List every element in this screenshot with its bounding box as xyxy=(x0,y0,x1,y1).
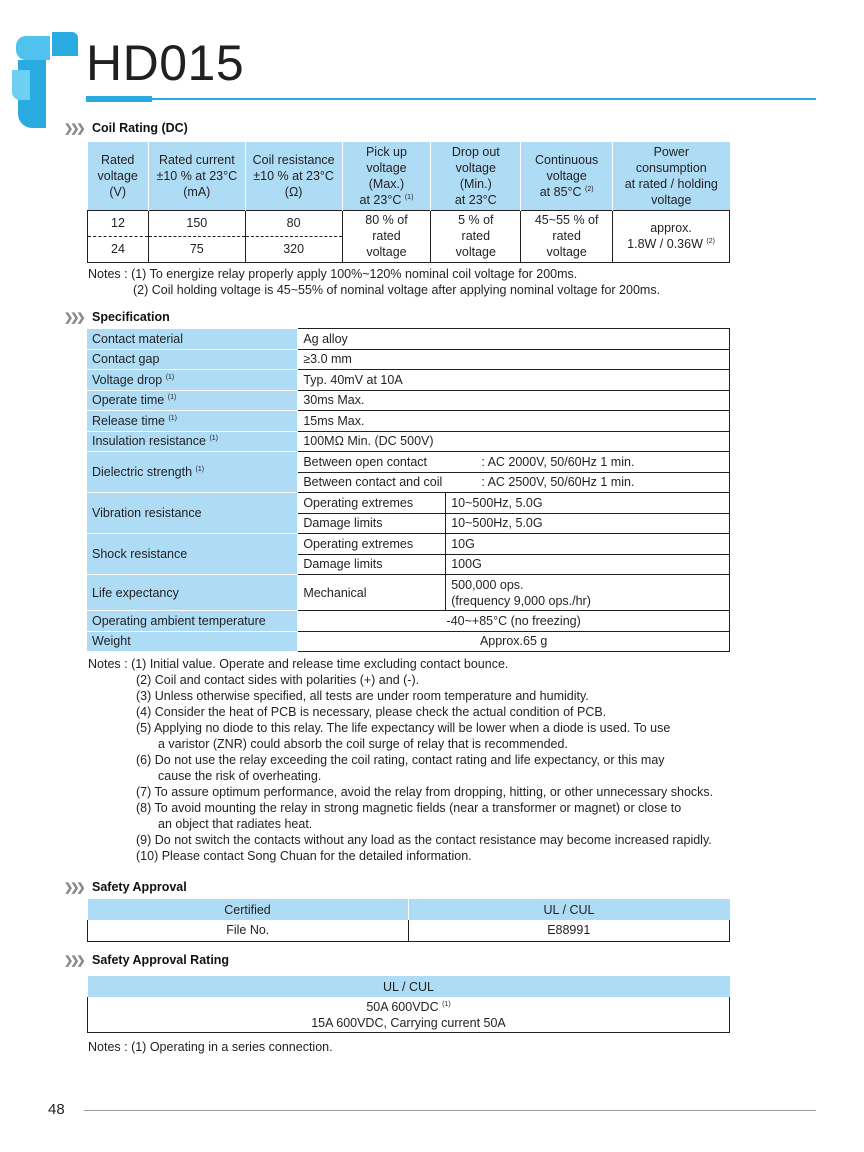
spec-sublabel: Operating extremes xyxy=(298,534,446,555)
cell-current: 150 xyxy=(148,210,245,236)
coil-section-label: Coil Rating (DC) xyxy=(92,121,188,135)
spec-note: cause the risk of overheating. xyxy=(158,769,322,783)
chevrons-icon: ❯❯❯ xyxy=(64,122,83,135)
spec-note: a varistor (ZNR) could absorb the coil surge of relay that is recommended. xyxy=(158,737,568,751)
cell-file-no-label: File No. xyxy=(88,920,409,941)
spec-label: Contact gap xyxy=(87,349,298,370)
coil-notes xyxy=(88,266,660,298)
spec-label: Shock resistance xyxy=(87,534,298,575)
title-underline-accent xyxy=(86,96,152,102)
spec-note: (7) To assure optimum performance, avoid the relay from dropping, hitting, or other unnecessary shocks. xyxy=(136,785,714,799)
header-coil-resistance: Coil resistance ±10 % at 23°C (Ω) xyxy=(245,142,342,210)
spec-sublabel: Damage limits xyxy=(298,513,446,534)
specification-table xyxy=(87,328,730,652)
spec-note: (4) Consider the heat of PCB is necessary, please check the actual condition of PCB. xyxy=(136,705,607,719)
header-pickup-voltage: Pick up voltage (Max.) at 23°C $^{(1)}$ xyxy=(342,142,431,210)
cell-file-no-value: E88991 xyxy=(408,920,730,941)
rating-row xyxy=(88,997,730,1033)
header-dropout-voltage: Drop out voltage (Min.) at 23°C xyxy=(431,142,521,210)
spec-value: 10~500Hz, 5.0G xyxy=(446,493,730,514)
spec-value: 10G xyxy=(446,534,730,555)
header-rated-voltage: Rated voltage (V) xyxy=(88,142,149,210)
coil-note-2: (2) Coil holding voltage is 45~55% of nominal voltage after applying nominal voltage for 200ms. xyxy=(133,283,661,297)
header-ul-cul: UL / CUL xyxy=(408,899,730,920)
coil-header-row xyxy=(88,142,730,210)
spec-label: Weight xyxy=(87,631,298,652)
spec-value: Between open contact : AC 2000V, 50/60Hz 1 min. xyxy=(298,452,730,473)
spec-sublabel: Mechanical xyxy=(298,575,446,611)
spec-note: (9) Do not switch the contacts without any load as the contact resistance may become increased rapidly. xyxy=(136,833,712,847)
cell-pickup: 80 % of rated voltage xyxy=(342,210,431,262)
spec-note: (8) To avoid mounting the relay in strong magnetic fields (near a transformer or magnet) or close to xyxy=(136,801,682,815)
cell-resistance: 80 xyxy=(245,210,342,236)
rating-header-row xyxy=(88,976,730,997)
spec-note: (10) Please contact Song Chuan for the detailed information. xyxy=(136,849,472,863)
spec-label: Release time $^{(1)}$ xyxy=(87,411,298,432)
cell-voltage: 24 xyxy=(88,236,149,262)
spec-value: -40~+85°C (no freezing) xyxy=(298,611,730,632)
rating-section-title xyxy=(64,953,229,967)
spec-section-title xyxy=(64,310,170,324)
spec-note: an object that radiates heat. xyxy=(158,817,313,831)
spec-row xyxy=(87,370,730,391)
cell-current: 75 xyxy=(148,236,245,262)
spec-label: Insulation resistance $^{(1)}$ xyxy=(87,431,298,452)
spec-note: (3) Unless otherwise specified, all tests are under room temperature and humidity. xyxy=(136,689,589,703)
header-rated-current: Rated current ±10 % at 23°C (mA) xyxy=(148,142,245,210)
spec-value: Ag alloy xyxy=(298,329,730,350)
spec-value: Between contact and coil : AC 2500V, 50/60Hz 1 min. xyxy=(298,472,730,493)
spec-row xyxy=(87,349,730,370)
spec-row xyxy=(87,611,730,632)
spec-row xyxy=(87,411,730,432)
cell-dropout: 5 % of rated voltage xyxy=(431,210,521,262)
spec-row xyxy=(87,431,730,452)
spec-row xyxy=(87,390,730,411)
chevrons-icon: ❯❯❯ xyxy=(64,954,83,967)
cell-power: approx. 1.8W / 0.36W $^{(2)}$ xyxy=(613,210,730,262)
spec-value: 30ms Max. xyxy=(298,390,730,411)
spec-note: (6) Do not use the relay exceeding the coil rating, contact rating and life expectancy, or this may xyxy=(136,753,665,767)
cell-continuous: 45~55 % of rated voltage xyxy=(521,210,613,262)
spec-note: (5) Applying no diode to this relay. The life expectancy will be lower when a diode is used. To use xyxy=(136,721,671,735)
spec-label: Voltage drop $^{(1)}$ xyxy=(87,370,298,391)
chevrons-icon: ❯❯❯ xyxy=(64,881,83,894)
coil-rating-table xyxy=(87,142,730,263)
spec-row xyxy=(87,329,730,350)
spec-value: Typ. 40mV at 10A xyxy=(298,370,730,391)
safety-row xyxy=(88,920,730,941)
brand-logo xyxy=(12,30,78,130)
header-power-consumption: Power consumption at rated / holding voltage xyxy=(613,142,730,210)
spec-row xyxy=(87,575,730,611)
page-number: 48 xyxy=(48,1101,65,1118)
header-certified: Certified xyxy=(88,899,409,920)
spec-label: Contact material xyxy=(87,329,298,350)
spec-label: Operate time $^{(1)}$ xyxy=(87,390,298,411)
spec-value: 15ms Max. xyxy=(298,411,730,432)
spec-value: 100MΩ Min. (DC 500V) xyxy=(298,431,730,452)
spec-sublabel: Operating extremes xyxy=(298,493,446,514)
chevrons-icon: ❯❯❯ xyxy=(64,311,83,324)
safety-header-row xyxy=(88,899,730,920)
cell-resistance: 320 xyxy=(245,236,342,262)
spec-row xyxy=(87,534,730,555)
spec-row xyxy=(87,493,730,514)
footer-rule xyxy=(84,1110,816,1111)
cell-voltage: 12 xyxy=(88,210,149,236)
spec-label: Operating ambient temperature xyxy=(87,611,298,632)
spec-note: Notes : (1) Initial value. Operate and release time excluding contact bounce. xyxy=(88,657,509,671)
spec-value: 500,000 ops. (frequency 9,000 ops./hr) xyxy=(446,575,730,611)
coil-section-title xyxy=(64,121,188,135)
spec-value: ≥3.0 mm xyxy=(298,349,730,370)
spec-value: Approx.65 g xyxy=(298,631,730,652)
coil-note-1: Notes : (1) To energize relay properly apply 100%~120% nominal coil voltage for 200ms. xyxy=(88,267,578,281)
rating-note: Notes : (1) Operating in a series connection. xyxy=(88,1040,333,1054)
spec-section-label: Specification xyxy=(92,310,170,324)
spec-sublabel: Damage limits xyxy=(298,554,446,575)
safety-section-title xyxy=(64,880,187,894)
header-continuous-voltage: Continuous voltage at 85°C $^{(2)}$ xyxy=(521,142,613,210)
spec-label: Life expectancy xyxy=(87,575,298,611)
safety-approval-table xyxy=(87,899,730,942)
spec-label: Vibration resistance xyxy=(87,493,298,534)
spec-label: Dielectric strength $^{(1)}$ xyxy=(87,452,298,493)
spec-note: (2) Coil and contact sides with polarities (+) and (-). xyxy=(136,673,420,687)
safety-rating-table xyxy=(87,976,730,1033)
rating-section-label: Safety Approval Rating xyxy=(92,953,230,967)
spec-value: 100G xyxy=(446,554,730,575)
safety-section-label: Safety Approval xyxy=(92,880,187,894)
title-rule xyxy=(152,98,816,100)
spec-notes xyxy=(88,656,713,864)
spec-row xyxy=(87,452,730,473)
header-ul-cul: UL / CUL xyxy=(88,976,730,997)
spec-row xyxy=(87,631,730,652)
spec-value: 10~500Hz, 5.0G xyxy=(446,513,730,534)
cell-rating: 50A 600VDC $^{(1)}$ 15A 600VDC, Carrying current 50A xyxy=(88,997,730,1033)
coil-row-12v xyxy=(88,210,730,236)
page-title: HD015 xyxy=(86,35,245,91)
